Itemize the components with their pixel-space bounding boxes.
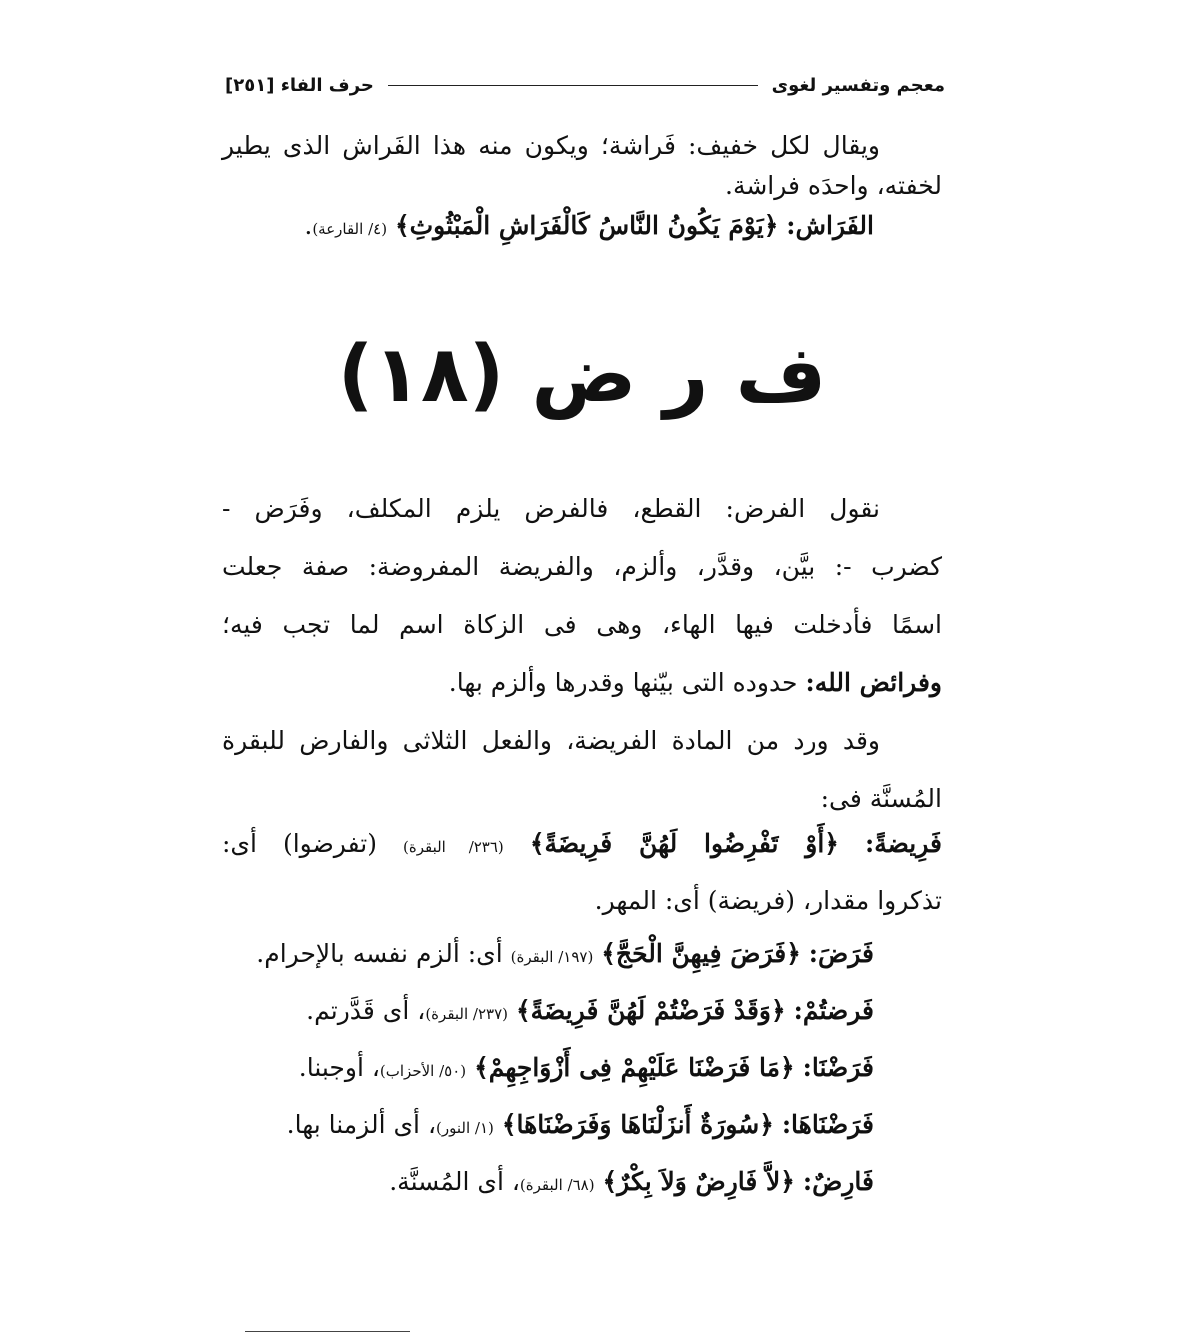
entry-term: فَرَضَ: xyxy=(808,939,874,968)
entry-gloss: ، أوجبنا. xyxy=(298,1053,380,1082)
quran-quote: ﴿وَقَدْ فَرَضْتُمْ لَهُنَّ فَرِيضَةً﴾ xyxy=(515,996,786,1025)
quran-quote: ﴿سُورَةٌ أَنزَلْنَاهَا وَفَرَضْنَاهَا﴾ xyxy=(501,1110,774,1139)
text-line: تذكروا مقدار، (فريضة) أى: المهر. xyxy=(594,886,942,915)
list-item xyxy=(222,817,942,874)
header-rule xyxy=(388,85,758,86)
quran-quote: ﴿مَا فَرَضْنَا عَلَيْهِمْ فِى أَزْوَاجِهِمْ﴾ xyxy=(474,1053,795,1082)
list-item xyxy=(222,927,942,984)
entry-gloss: ، أى قَدَّرتم. xyxy=(306,996,426,1025)
book-title: معجم وتفسير لغوى xyxy=(771,74,945,96)
quran-quote: ﴿لاَّ فَارِضٌ وَلاَ بِكْرٌ﴾ xyxy=(602,1167,795,1196)
entry-gloss: . xyxy=(304,211,313,240)
list-item xyxy=(222,984,942,1041)
text-line: المُسنَّة فى: xyxy=(820,784,942,813)
entry-term: فَرَضْنَا: xyxy=(802,1053,874,1082)
verse-reference: (٢٣٦/ البقرة) xyxy=(403,838,504,856)
quran-quote: ﴿فَرَضَ فِيهِنَّ الْحَجَّ﴾ xyxy=(601,939,801,968)
entry-term: الفَرَاش: xyxy=(786,211,874,240)
text-line: نقول الفرض: القطع، فالفرض يلزم المكلف، وفَرَض - xyxy=(222,494,880,523)
entry-gloss: أى: ألزم نفسه بالإحرام. xyxy=(256,939,511,968)
verse-reference: (٢٣٧/ البقرة) xyxy=(425,1005,509,1023)
section-page-label: حرف الفاء [٢٥١] xyxy=(225,74,374,96)
text-line: لخفته، واحدَه فراشة. xyxy=(725,171,942,200)
entry-term: فَارِضٌ: xyxy=(802,1167,874,1196)
footer-rule xyxy=(245,1331,410,1332)
intro-entry xyxy=(222,206,942,249)
text-line: ويقال لكل خفيف: فَراشة؛ ويكون منه هذا الفَراش الذى يطير xyxy=(222,131,880,160)
verse-reference: (٦٨/ البقرة) xyxy=(519,1176,595,1194)
list-item xyxy=(222,1098,942,1155)
verse-reference: (١/ النور) xyxy=(436,1119,494,1137)
verse-reference: (٤/ القارعة) xyxy=(312,220,388,238)
list-item xyxy=(222,1041,942,1098)
entry-gloss: ، أى ألزمنا بها. xyxy=(286,1110,437,1139)
text-line: وفرائض الله: حدوده التى بيّنها وقدرها وألزم بها. xyxy=(448,668,942,697)
entry-gloss: (تفرضوا) أى: xyxy=(222,829,403,858)
root-heading: ف ر ض (١٨) xyxy=(337,330,827,420)
intro-paragraph xyxy=(222,126,942,249)
text-line: اسمًا فأدخلت فيها الهاء، وهى فى الزكاة اسم لما تجب فيه؛ xyxy=(222,610,942,639)
entry-gloss: ، أى المُسنَّة. xyxy=(389,1167,520,1196)
entry-term: فَرَضْنَاهَا: xyxy=(781,1110,874,1139)
definition-paragraph xyxy=(222,480,942,828)
text-line: كضرب -: بيَّن، وقدَّر، وألزم، والفريضة المفروضة: صفة جعلت xyxy=(222,552,942,581)
entries-list xyxy=(222,817,942,1212)
verse-reference: (٥٠/ الأحزاب) xyxy=(379,1062,467,1080)
text-line: وقد ورد من المادة الفريضة، والفعل الثلاثى والفارض للبقرة xyxy=(222,726,880,755)
running-header xyxy=(225,70,945,100)
entry-term: فَرِيضةً: xyxy=(864,829,942,858)
quran-quote: ﴿يَوْمَ يَكُونُ النَّاسُ كَالْفَرَاشِ الْمَبْثُوثِ﴾ xyxy=(395,211,779,240)
quran-quote: ﴿أَوْ تَفْرِضُوا لَهُنَّ فَرِيضَةً﴾ xyxy=(529,829,839,858)
verse-reference: (١٩٧/ البقرة) xyxy=(510,948,594,966)
list-item xyxy=(222,1155,942,1212)
highlighted-phrase: وفرائض الله: xyxy=(805,668,942,697)
entry-term: فَرضتُمْ: xyxy=(793,996,874,1025)
